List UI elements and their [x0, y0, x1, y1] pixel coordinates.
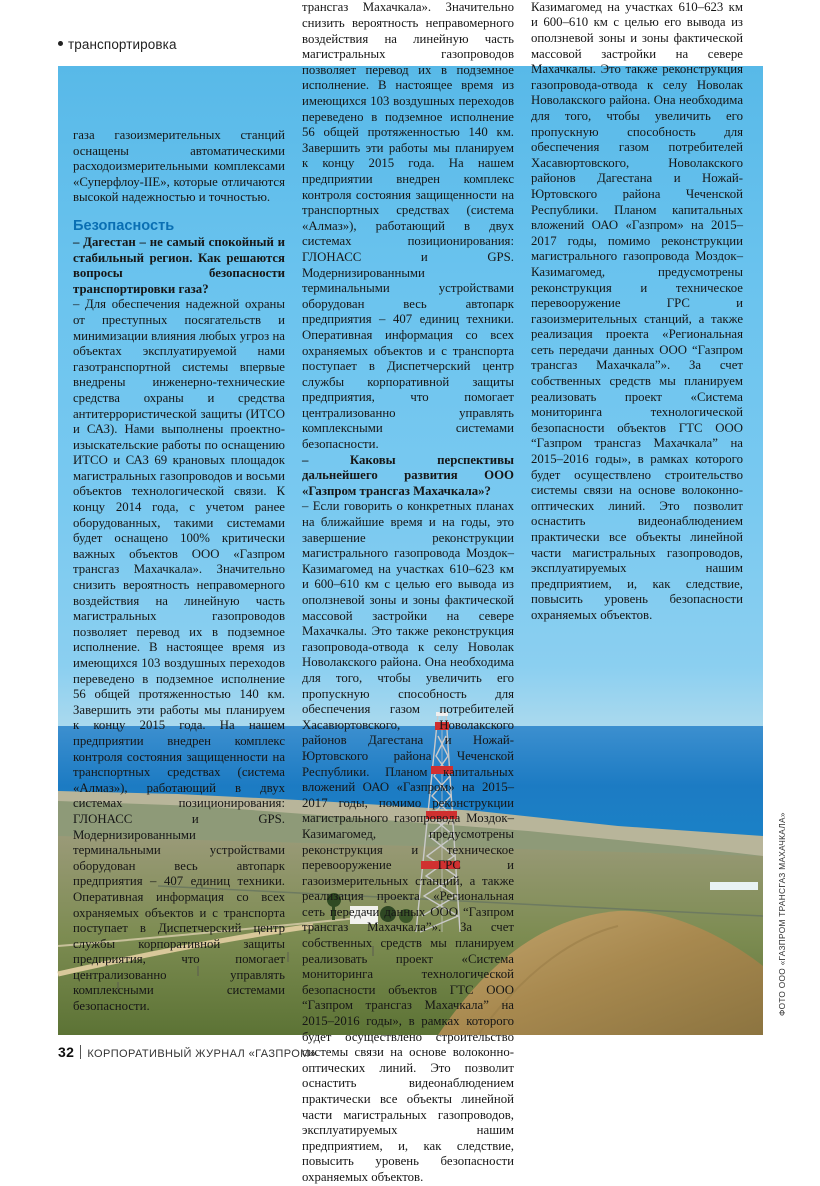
interview-answer: – Если говорить о конкретных планах на ближайшие время и на годы, это завершение реконструкции магистрального газопровода Моздок–Казимагомед на участках 610–623 км и 600–610 км с целью его вывода из оползневой зоны и зоны фактической массовой застройки на севере Махачкалы. Это также реконструкция газопровода-отвода к селу Новолак Новолакского района. Она необходима для того, чтобы увеличить его пропускную способность для обеспечения газом потребителей Хасавюртовского, Новолакского районов Дагестана и Ножай-Юртовского района Чеченской Республики. Планом капитальных вложений ОАО «Газпром» на 2015–2017 годы, помимо реконструкции магистрального газопровода Моздок–Казимагомед, предусмотрены реконструкция и техническое перевооружение ГРС и газоизмерительных станций, а также реализация проекта «Региональная сеть передачи данных ООО “Газпром трансгаз Махачкала”». За счет собственных средств мы планируем реализовать проект «Система мониторинга технологической безопасности объектов ГТС ООО “Газпром трансгаз Махачкала” на 2015–2016 годы», в рамках которого будет осуществлено строительство системы связи на основе волоконно-оптических линий. Это позволит оснастить видеонаблюдением практически все объекты линейной части магистральных газопроводов, эксплуатируемых нашим предприятием, и, как следствие, повысить уровень безопасности охраняемых объектов.	[302, 499, 514, 1184]
paragraph: газа газоизмерительных станций оснащены автоматическими расходоизмерительными комплексами «Суперфлоу-IIЕ», которые отличаются высокой надежностью и точностью.	[73, 128, 285, 205]
column-3-flow-inner	[531, 0, 743, 624]
interview-answer: трансгаз Махачкала». Значительно снизить вероятность неправомерного воздействия на линейную часть магистральных газопроводов позволяет перевод их в подземное исполнение. В настоящее время из имеющихся 103 воздушных переходов переведено в подземное исполнение 56 общей протяженностью 140 км. Завершить эти работы мы планируем к концу 2015 года. На нашем предприятии внедрен комплекс контроля состояния защищенности на транспортных средствах (система «Алмаз»), работающий в двух системах позиционирования: ГЛОНАСС и GPS. Модернизированными терминальными устройствами оборудован весь автопарк предприятия – 407 единиц техники. Оперативная информация со всех охраняемых объектов и с транспорта поступает в Диспетчерский центр службы корпоративной защиты предприятия, что помогает централизованно управлять комплексными системами безопасности.	[302, 0, 514, 452]
journal-name: КОРПОРАТИВНЫЙ ЖУРНАЛ «ГАЗПРОМ»	[87, 1048, 317, 1060]
interview-question: – Каковы перспективы дальнейшего развития ООО «Газпром трансгаз Махачкала»?	[302, 452, 514, 498]
footer-divider	[80, 1045, 81, 1059]
interview-answer: – Для обеспечения надежной охраны от преступных посягательств и минимизации влияния любых угроз на объектах эксплуатируемой нами газотранспортной системы впервые внедрены инженерно-технические средства охраны и средства антитеррористической защиты (ИТСО и САЗ). Нами выполнены проектно-изыскательские работы по оснащению ИТСО и САЗ 69 крановых площадок магистральных газопроводов и восьми объектов технологической связи. К концу 2014 года, с учетом ранее оборудованных, такими системами будет оснащено 100% критически важных объектов ООО «Газпром трансгаз Махачкала». Значительно снизить вероятность неправомерного воздействия на линейную часть магистральных газопроводов позволяет перевод их в подземное исполнение. В настоящее время из имеющихся 103 воздушных переходов переведено в подземное исполнение 56 общей протяженностью 140 км. Завершить эти работы мы планируем к концу 2015 года. На нашем предприятии внедрен комплекс контроля состояния защищенности на транспортных средствах (система «Алмаз»), работающий в двух системах позиционирования: ГЛОНАСС и GPS. Модернизированными терминальными устройствами оборудован весь автопарк предприятия – 407 единиц техники. Оперативная информация со всех охраняемых объектов и с транспорта поступает в Диспетчерский центр службы корпоративной защиты предприятия, что помогает централизованно управлять комплексными системами безопасности.	[73, 297, 285, 1014]
column-2-flow	[302, 0, 514, 1186]
interview-answer: Казимагомед на участках 610–623 км и 600–610 км с целью его вывода из оползневой зоны и зоны фактической массовой застройки на севере Махачкалы. Это также реконструкция газопровода-отвода к селу Новолак Новолакского района. Она необходима для того, чтобы увеличить его пропускную способность для обеспечения газом потребителей Хасавюртовского, Новолакского районов Дагестана и Ножай-Юртовского района Чеченской Республики. Планом капитальных вложений ОАО «Газпром» на 2015–2017 годы, помимо реконструкции магистрального газопровода Моздок–Казимагомед, предусмотрены реконструкция и техническое перевооружение ГРС и газоизмерительных станций, а также реализация проекта «Региональная сеть передачи данных ООО “Газпром трансгаз Махачкала”». За счет собственных средств мы планируем реализовать проект «Система мониторинга технологической безопасности объектов ГТС ООО “Газпром трансгаз Махачкала” на 2015–2016 годы», в рамках которого будет осуществлено строительство системы связи на основе волоконно-оптических линий. Это позволит оснастить видеонаблюдением практически все объекты линейной части магистральных газопроводов, эксплуатируемых нашим предприятием, и, как следствие, повысить уровень безопасности охраняемых объектов.	[531, 0, 743, 622]
section-heading: Безопасность	[73, 217, 175, 234]
bullet-dot-icon	[58, 41, 63, 46]
photo-credit: ФОТО ООО «ГАЗПРОМ ТРАНСГАЗ МАХАЧКАЛА»	[777, 812, 787, 1016]
interview-question: – Дагестан – не самый спокойный и стабильный регион. Как решаются вопросы безопасности транспортировки газа?	[73, 234, 285, 296]
page-number: 32	[58, 1044, 75, 1060]
page-footer	[58, 1044, 316, 1060]
section-tag	[58, 37, 177, 52]
section-tag-label: транспортировка	[68, 37, 177, 52]
article-column-2	[302, 0, 514, 1184]
article-column-1	[73, 128, 285, 1014]
